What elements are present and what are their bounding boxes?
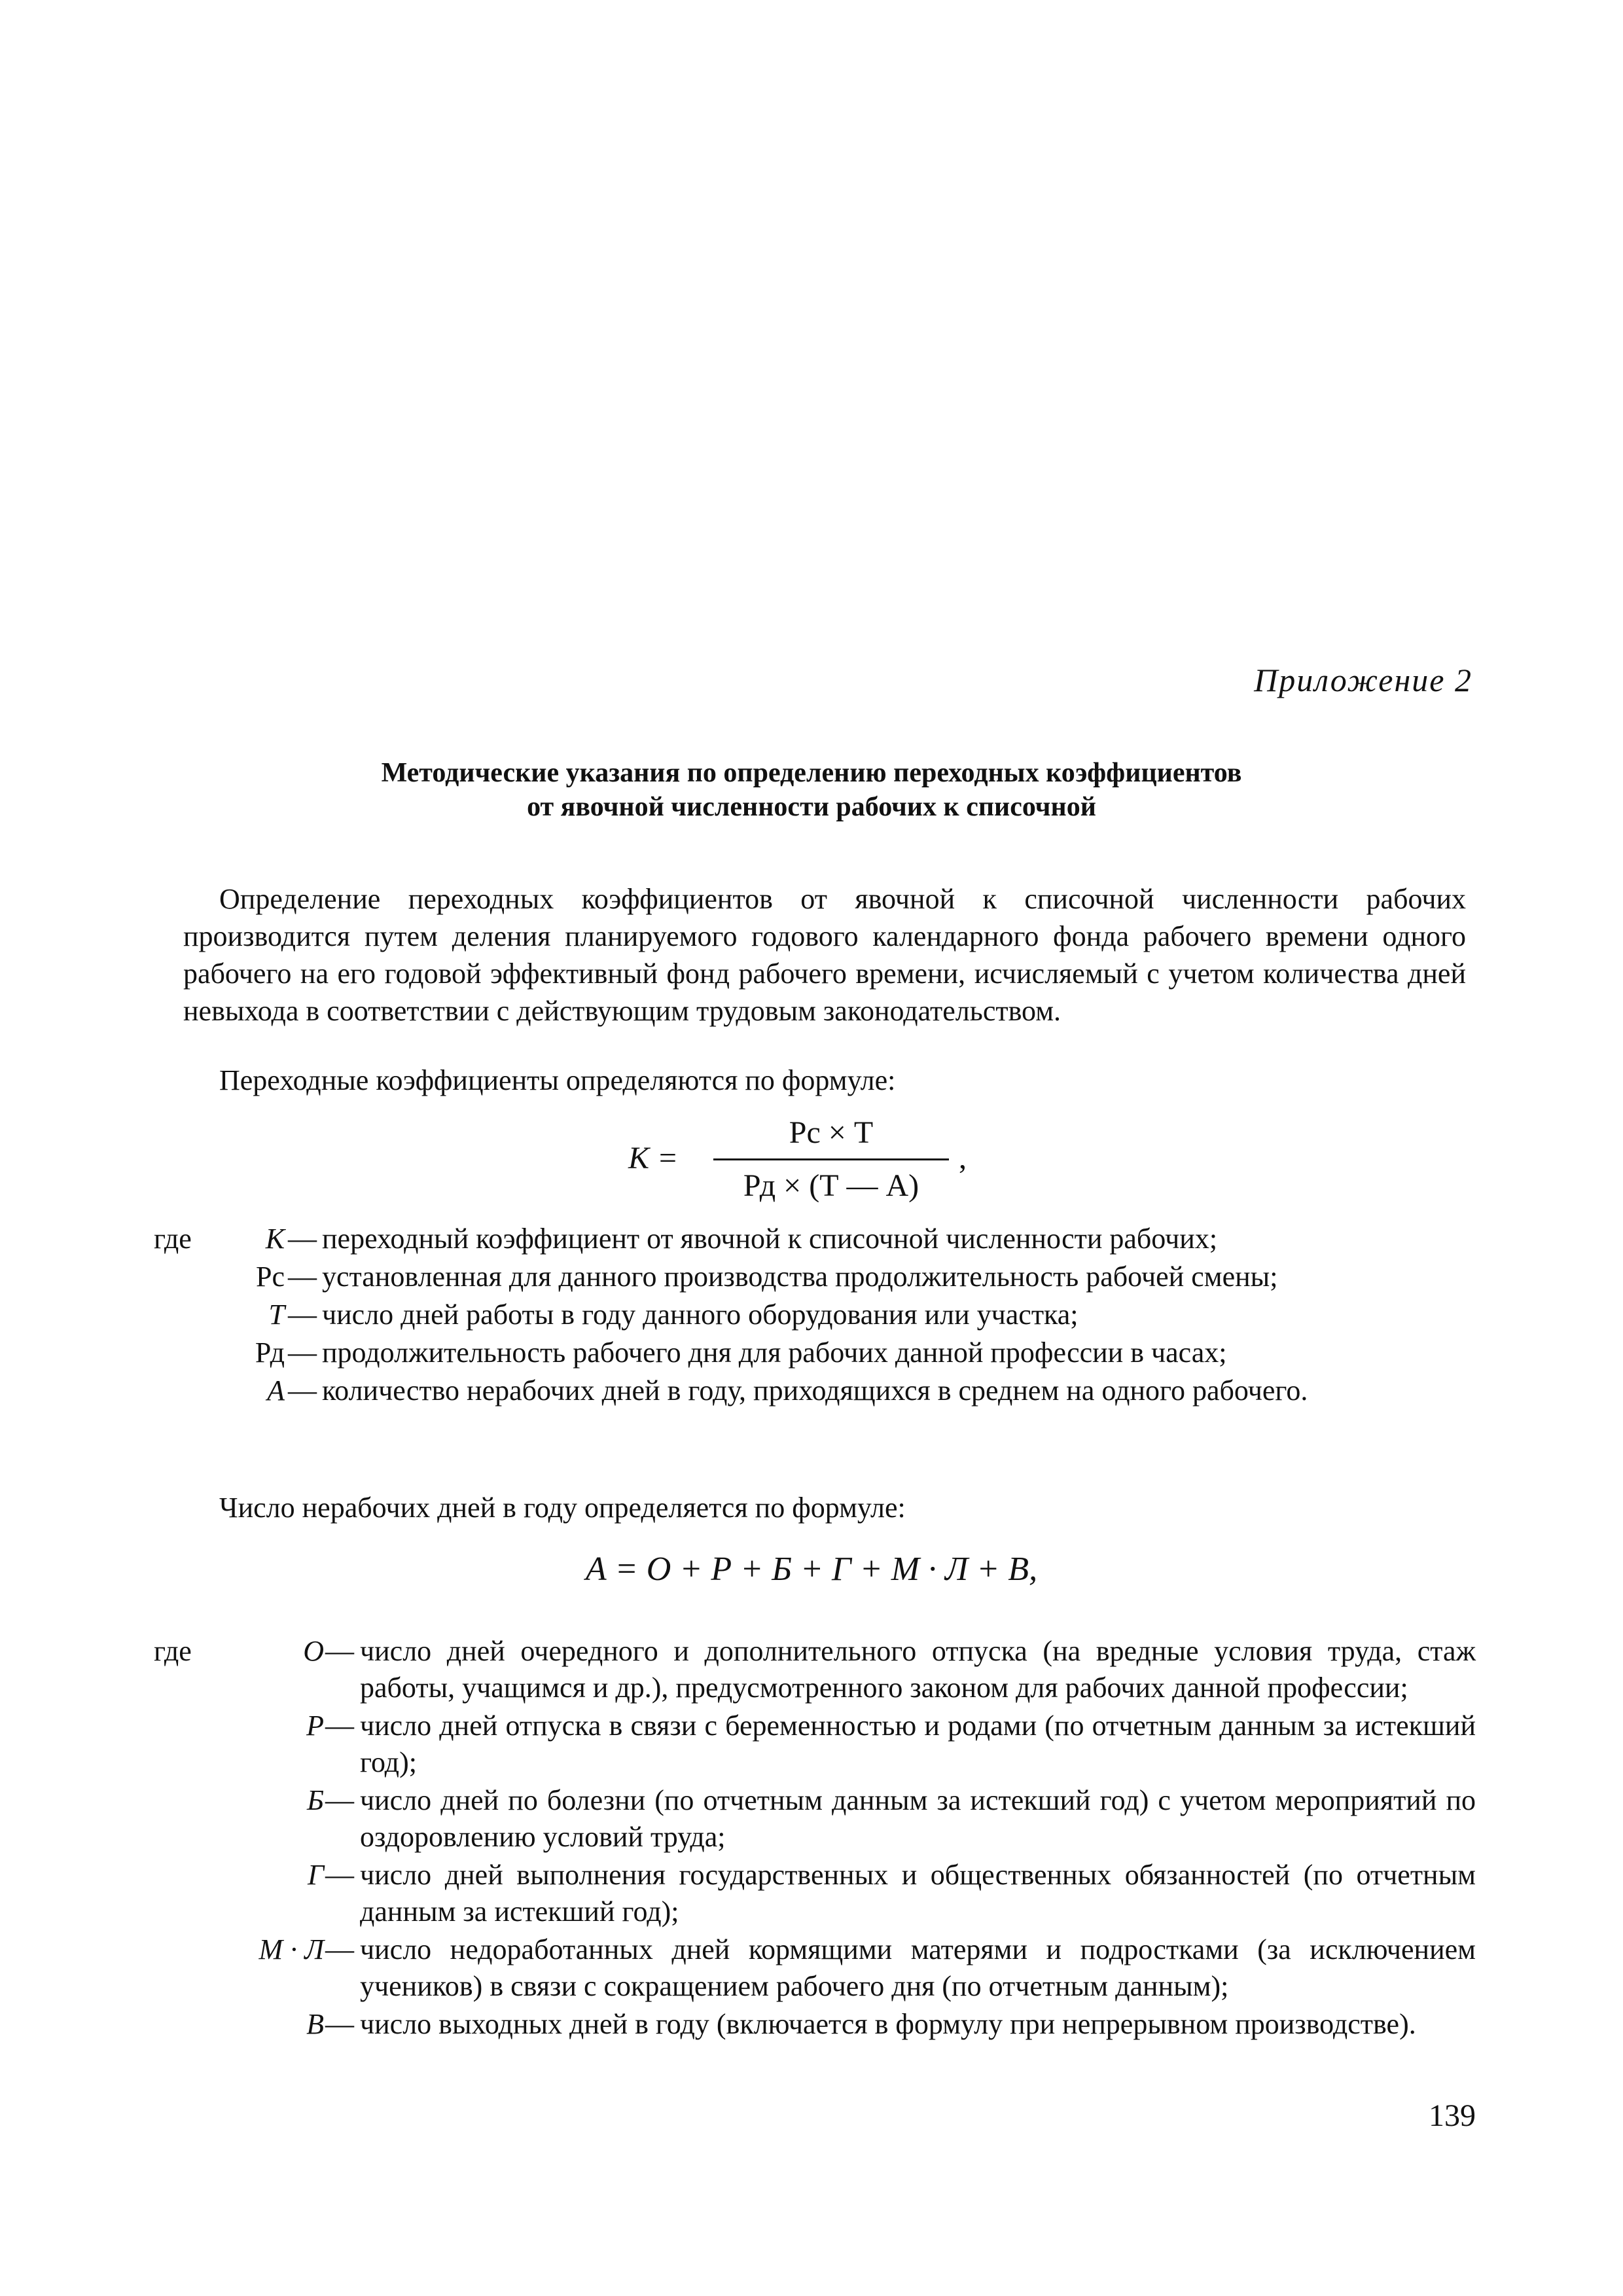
definition-text: количество нерабочих дней в году, приходящихся в среднем на одного рабочего. xyxy=(322,1374,1308,1407)
definitions-list-2 xyxy=(154,1633,1476,2044)
definition-dash: — xyxy=(288,1261,317,1293)
definition-dash: — xyxy=(288,1299,317,1331)
page-number: 139 xyxy=(1429,2098,1476,2133)
definition-text: продолжительность рабочего дня для рабочих данной профессии в часах; xyxy=(322,1336,1227,1369)
definition-item xyxy=(154,1708,1476,1781)
definition-text: число выходных дней в году (включается в формулу при непрерывном производстве). xyxy=(360,2008,1416,2040)
where-label: где xyxy=(154,1223,192,1255)
intro-paragraph: Определение переходных коэффициентов от явочной к списочной численности рабочих производится путем деления планируемого годового календарного фонда рабочего времени одного рабочего на его годовой эффективный фонд рабочего времени, исчисляемый с учетом количества дней невыхода в соответствии с действующим трудовым законодательством. xyxy=(183,883,1466,1027)
definition-dash: — xyxy=(325,1710,354,1742)
coefficient-formula xyxy=(615,1113,1073,1211)
formula-fraction xyxy=(713,1113,949,1206)
definition-item xyxy=(154,1335,1476,1371)
definition-item xyxy=(154,1297,1476,1333)
definition-item xyxy=(154,1857,1476,1930)
definitions-list-1 xyxy=(154,1221,1476,1410)
definition-symbol: Г xyxy=(307,1859,324,1891)
definition-item xyxy=(154,1259,1476,1295)
definition-item xyxy=(154,2006,1476,2043)
definition-dash: — xyxy=(288,1374,317,1407)
definition-dash: — xyxy=(325,1933,354,1965)
formula-lhs: К = xyxy=(628,1141,679,1175)
definition-symbol: Б xyxy=(307,1784,324,1816)
definition-symbol: Рс xyxy=(256,1261,285,1293)
definition-symbol: Т xyxy=(268,1299,285,1331)
definition-item xyxy=(154,1782,1476,1856)
definition-symbol: Рд xyxy=(255,1336,285,1369)
definition-text: число дней очередного и дополнительного отпуска (на вредные условия труда, стаж работы, учащимся и др.), предусмотренного законом для рабочих данной профессии; xyxy=(360,1635,1476,1704)
definition-dash: — xyxy=(288,1223,317,1255)
definition-item xyxy=(154,1221,1476,1257)
formula-numerator: Рс × Т xyxy=(789,1115,874,1150)
definition-dash: — xyxy=(325,1635,354,1667)
nonworking-days-paragraph: Число нерабочих дней в году определяется по формуле: xyxy=(219,1492,906,1524)
definition-symbol: В xyxy=(306,2008,324,2040)
definition-dash: — xyxy=(288,1336,317,1369)
title-line-1: Методические указания по определению переходных коэффициентов xyxy=(381,758,1242,788)
definition-dash: — xyxy=(325,1784,354,1816)
definition-dash: — xyxy=(325,2008,354,2040)
definition-text: число дней по болезни (по отчетным данным за истекший год) с учетом мероприятий по оздоровлению условий труда; xyxy=(360,1784,1476,1853)
definition-text: установленная для данного производства продолжительность рабочей смены; xyxy=(322,1261,1278,1293)
definition-text: переходный коэффициент от явочной к списочной численности рабочих; xyxy=(322,1223,1218,1255)
definition-symbol: О xyxy=(303,1635,324,1667)
definition-item xyxy=(154,1372,1476,1409)
definition-text: число дней работы в году данного оборудования или участка; xyxy=(322,1299,1079,1331)
definition-symbol: М · Л xyxy=(259,1933,324,1965)
fraction-bar xyxy=(713,1158,949,1160)
formula-denominator: Рд × (Т — А) xyxy=(743,1168,919,1203)
title-line-2: от явочной численности рабочих к списочной xyxy=(527,792,1096,822)
nonworking-days-formula: А = О + Р + Б + Г + М · Л + В, xyxy=(585,1551,1038,1588)
document-title xyxy=(216,756,1407,824)
definition-text: число дней отпуска в связи с беременностью и родами (по отчетным данным за истекший год); xyxy=(360,1710,1476,1778)
definition-symbol: А xyxy=(267,1374,285,1407)
definition-text: число дней выполнения государственных и общественных обязанностей (по отчетным данным за истекший год); xyxy=(360,1859,1476,1928)
definition-symbol: Р xyxy=(306,1710,324,1742)
definition-symbol: К xyxy=(265,1223,285,1255)
formula-intro-paragraph: Переходные коэффициенты определяются по формуле: xyxy=(219,1064,896,1096)
definition-text: число недоработанных дней кормящими матерями и подростками (за исключением учеников) в связи с сокращением рабочего дня (по отчетным данным); xyxy=(360,1933,1476,2002)
where-label: где xyxy=(154,1635,192,1667)
formula-trail: , xyxy=(959,1141,967,1175)
definition-dash: — xyxy=(325,1859,354,1891)
definition-item xyxy=(154,1931,1476,2005)
definition-item xyxy=(154,1633,1476,1706)
appendix-label: Приложение 2 xyxy=(1254,662,1472,698)
